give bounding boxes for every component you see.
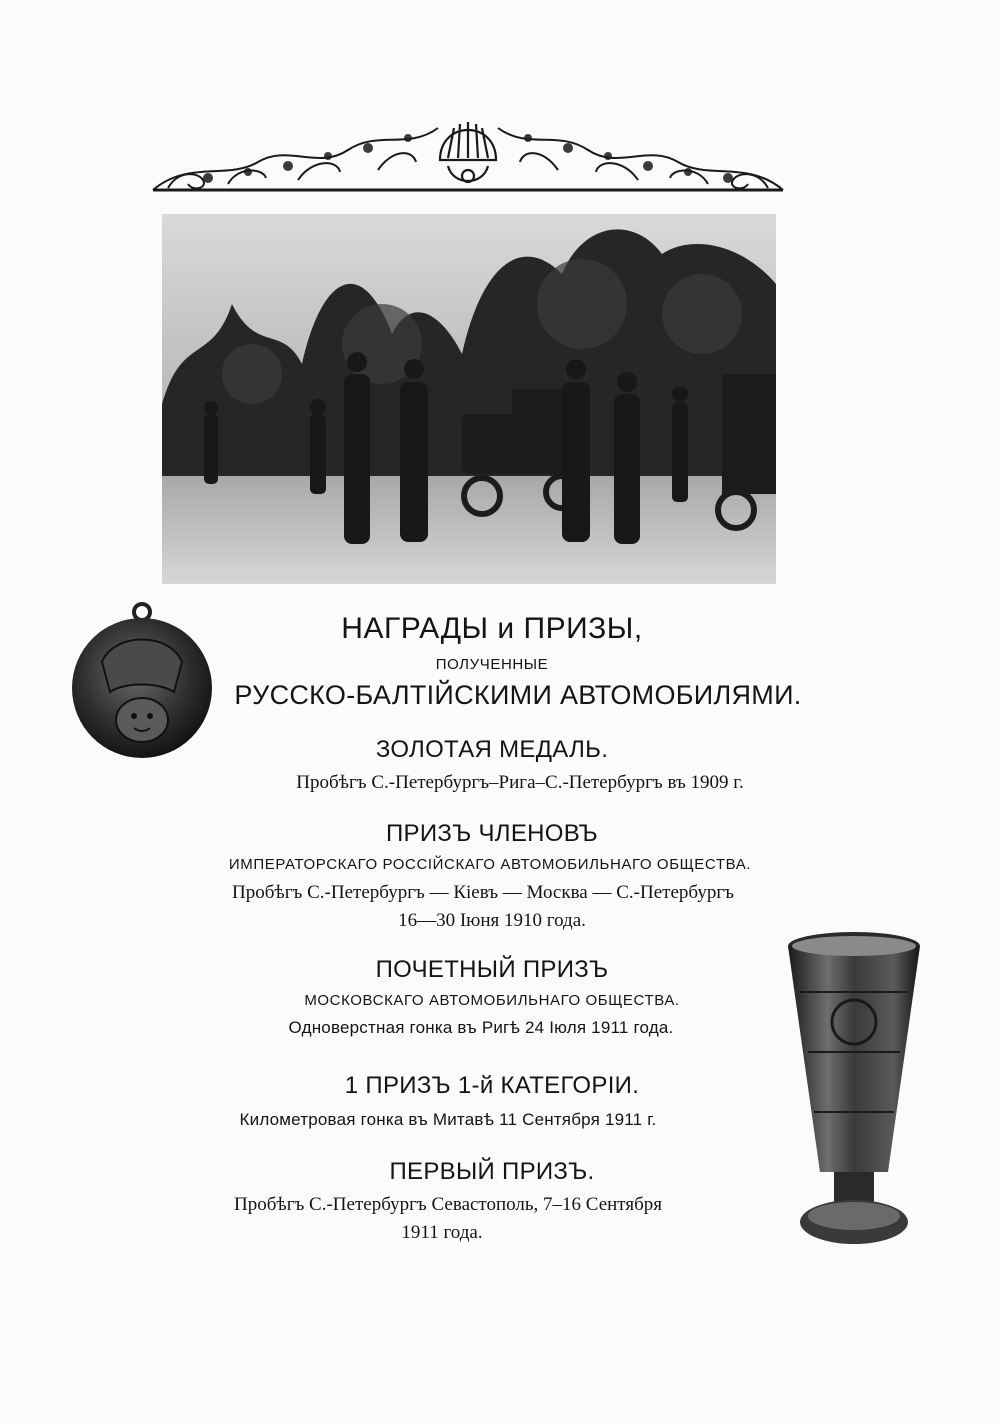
award-title: ПРИЗЪ ЧЛЕНОВЪ <box>386 820 598 847</box>
cup-icon <box>778 922 930 1254</box>
medal-icon <box>64 602 220 760</box>
award-title: ЗОЛОТАЯ МЕДАЛЬ. <box>375 736 609 763</box>
award-detail: 16—30 Іюня 1910 года. <box>398 910 586 931</box>
award-detail: 1911 года. <box>401 1222 483 1243</box>
page-title: НАГРАДЫ и ПРИЗЫ, <box>341 612 643 645</box>
award-detail: Пробѣгъ С.-Петербургъ–Рига–С.-Петербургъ въ 1909 г. <box>296 772 744 793</box>
award-detail: Пробѣгъ С.-Петербургъ — Кіевъ — Москва — С.-Петербургъ <box>232 882 734 903</box>
page-subtitle: ПОЛУЧЕННЫЕ <box>435 656 549 673</box>
company-name: РУССКО-БАЛТІЙСКИМИ АВТОМОБИЛЯМИ. <box>234 680 802 710</box>
award-title: 1 ПРИЗЪ 1-й КАТЕГОРІИ. <box>344 1072 640 1099</box>
award-title: ПОЧЕТНЫЙ ПРИЗЪ <box>375 956 609 983</box>
award-subtitle: МОСКОВСКАГО АВТОМОБИЛЬНАГО ОБЩЕСТВА. <box>304 992 680 1009</box>
ornament-icon <box>148 100 788 198</box>
award-detail: Километровая гонка въ Митавѣ 11 Сентября 1911 г. <box>239 1110 657 1129</box>
award-subtitle: ИМПЕРАТОРСКАГО РОССІЙСКАГО АВТОМОБИЛЬНАГО ОБЩЕСТВА. <box>228 856 752 873</box>
award-detail: Пробѣгъ С.-Петербургъ Севастополь, 7–16 Сентября <box>233 1194 663 1215</box>
photograph <box>162 214 776 584</box>
award-title: ПЕРВЫЙ ПРИЗЪ. <box>389 1158 595 1185</box>
award-detail: Одноверстная гонка въ Ригѣ 24 Іюля 1911 года. <box>288 1018 674 1037</box>
